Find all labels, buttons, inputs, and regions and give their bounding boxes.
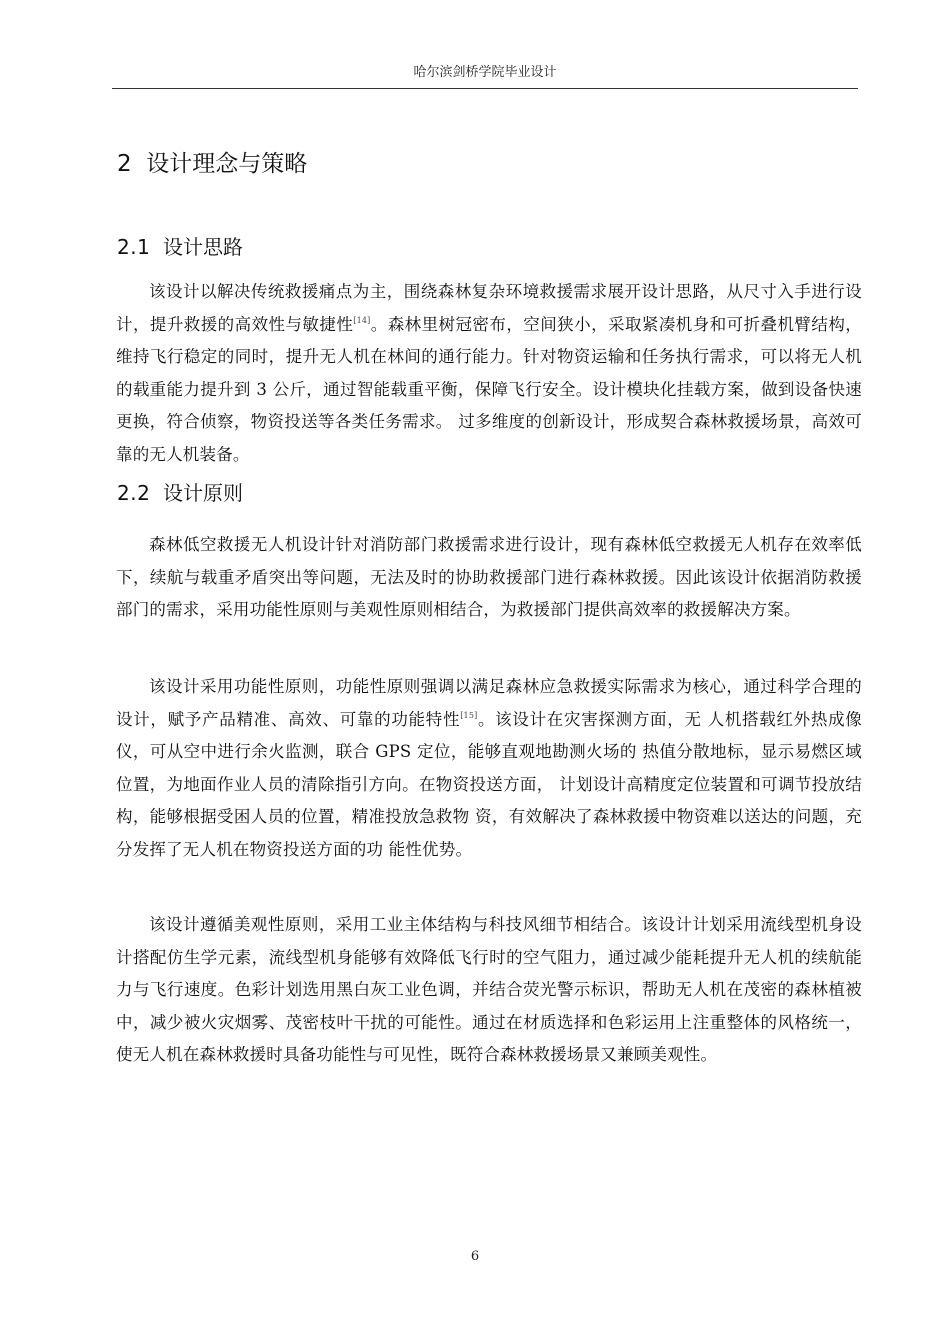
section-heading-2-2 xyxy=(117,479,243,507)
section-number: 2.2 xyxy=(117,481,151,505)
paragraph-text: 该设计采用功能性原则，功能性原则强调以满足森林应急救援实际需求为核心，通过科学合理的设计，赋予产品精准、高效、可靠的功能特性 xyxy=(116,677,862,729)
paragraph-functional-principle xyxy=(116,671,862,866)
paragraph-design-idea xyxy=(116,276,862,471)
section-title: 设计原则 xyxy=(163,481,244,505)
chapter-title: 设计理念与策略 xyxy=(146,151,308,177)
section-number: 2.1 xyxy=(117,235,151,259)
citation-15: [15] xyxy=(460,710,478,720)
paragraph-text: 森林低空救援无人机设计针对消防部门救援需求进行设计，现有森林低空救援无人机存在效率低下，续航与载重矛盾突出等问题，无法及时的协助救援部门进行森林救援。因此该设计依据消防救援部门的需求，采用功能性原则与美观性原则相结合，为救援部门提供高效率的救援解决方案。 xyxy=(116,535,862,619)
header-title: 哈尔滨剑桥学院毕业设计 xyxy=(413,65,557,80)
chapter-heading xyxy=(117,148,307,180)
section-heading-2-1 xyxy=(117,233,243,261)
paragraph-text: 该设计遵循美观性原则，采用工业主体结构与科技风细节相结合。该设计计划采用流线型机身设计搭配仿生学元素，流线型机身能够有效降低飞行时的空气阻力，通过减少能耗提升无人机的续航能力与飞行速度。色彩计划选用黑白灰工业色调，并结合荧光警示标识，帮助无人机在茂密的森林植被中，减少被火灾烟雾、茂密枝叶干扰的可能性。通过在材质选择和色彩运用上注重整体的风格统一，使无人机在森林救援时具备功能性与可见性，既符合森林救援场景又兼顾美观性。 xyxy=(116,915,862,1064)
section-title: 设计思路 xyxy=(163,235,244,259)
page-number: 6 xyxy=(470,1249,480,1264)
citation-14: [14] xyxy=(353,315,371,325)
paragraph-aesthetic-principle xyxy=(116,909,862,1072)
paragraph-text: 。该设计在灾害探测方面，无 人机搭载红外热成像仪，可从空中进行余火监测，联合 GPS 定位，能够直观地勘测火场的 热值分散地标，显示易燃区域位置，为地面作业人员的清除指引方向。在物资投送方面， 计划设计高精度定位装置和可调节投放结构，能够根据受困人员的位置，精准投放急救物 资，有效解决了森林救援中物资难以送达的问题，充分发挥了无人机在物资投送方面的功 能性优势。 xyxy=(116,709,862,859)
paragraph-text: 。森林里树冠密布，空间狭小，采取紧凑机身和可折叠机臂结构，维持飞行稳定的同时，提升无人机在林间的通行能力。针对物资运输和任务执行需求，可以将无人机的载重能力提升到 3 公斤，通过智能载重平衡，保障飞行安全。设计模块化挂载方案，做到设备快速更换，符合侦察，物资投送等各类任务需求。 过多维度的创新设计，形成契合森林救援场景，高效可靠的无人机装备。 xyxy=(116,314,862,464)
paragraph-principles-intro xyxy=(116,529,862,627)
chapter-number: 2 xyxy=(117,151,132,177)
page-header xyxy=(112,64,858,89)
paragraph-text: 该设计以解决传统救援痛点为主，围绕森林复杂环境救援需求展开设计思路，从尺寸入手进行设计，提升救援的高效性与敏捷性 xyxy=(116,282,862,334)
